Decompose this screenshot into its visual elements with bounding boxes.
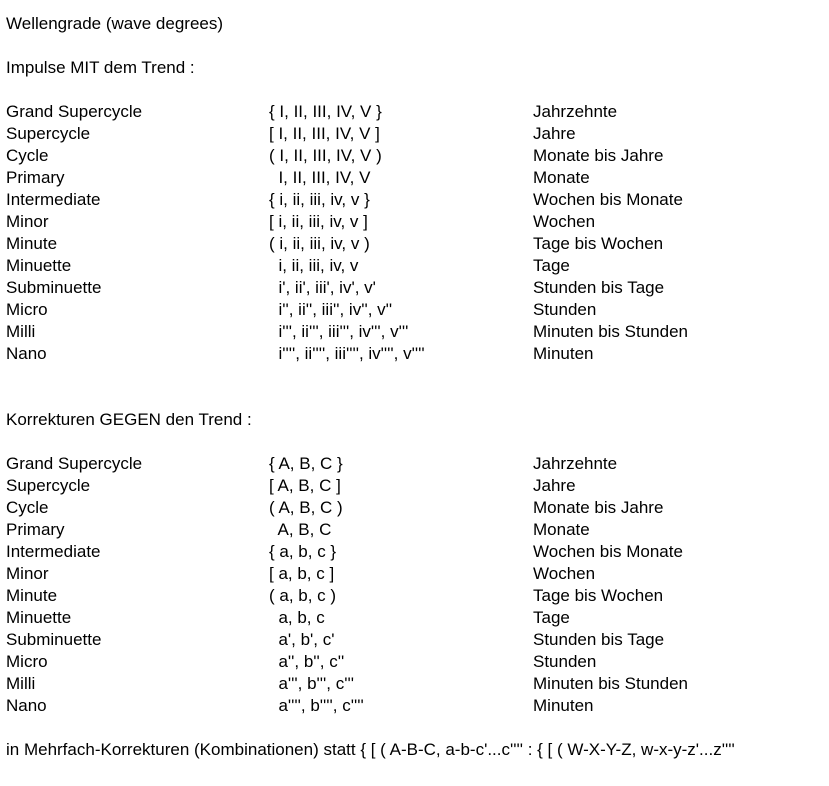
wave-duration: Minuten bis Stunden [533,322,688,341]
wave-notation: ( a, b, c ) [269,586,337,605]
wave-notation: i'''', ii'''', iii'''', iv'''', v'''' [269,344,425,363]
wave-duration: Monate [533,520,590,539]
wave-degree-name: Supercycle [6,124,91,143]
wave-notation: ( i, ii, iii, iv, v ) [269,234,370,253]
table-row [0,541,829,563]
wave-notation: { a, b, c } [269,542,337,561]
wave-degree-name: Milli [6,322,36,341]
wave-notation: ( I, II, III, IV, V ) [269,146,382,165]
wave-duration: Tage [533,256,570,275]
table-row [0,695,829,717]
wave-degree-name: Nano [6,696,47,715]
wave-degree-name: Minuette [6,608,72,627]
wave-degree-name: Minute [6,586,58,605]
wave-duration: Monate bis Jahre [533,498,664,517]
wave-duration: Jahre [533,476,576,495]
table-row [0,167,829,189]
wave-degree-name: Micro [6,652,48,671]
table-row [0,277,829,299]
wave-notation: [ A, B, C ] [269,476,341,495]
wave-degree-name: Micro [6,300,48,319]
wave-degree-name: Grand Supercycle [6,102,143,121]
table-row [0,519,829,541]
wave-duration: Stunden bis Tage [533,630,665,649]
wave-notation: i', ii', iii', iv', v' [269,278,376,297]
wave-notation: a'''', b'''', c'''' [269,696,364,715]
table-row [0,563,829,585]
table-row [0,607,829,629]
wave-degree-name: Milli [6,674,36,693]
wave-degree-name: Grand Supercycle [6,454,143,473]
wave-degree-name: Cycle [6,146,49,165]
wave-duration: Wochen bis Monate [533,190,683,209]
wave-degree-name: Primary [6,520,65,539]
wave-degree-name: Minute [6,234,58,253]
wave-duration: Minuten bis Stunden [533,674,688,693]
wave-notation: { I, II, III, IV, V } [269,102,382,121]
table-row [0,123,829,145]
wave-notation: a'', b'', c'' [269,652,345,671]
wave-notation: { A, B, C } [269,454,343,473]
table-row [0,475,829,497]
wave-duration: Jahre [533,124,576,143]
wave-duration: Wochen bis Monate [533,542,683,561]
table-row [0,255,829,277]
wave-degree-name: Minor [6,212,49,231]
table-row [0,629,829,651]
wave-degree-name: Supercycle [6,476,91,495]
wave-notation: { i, ii, iii, iv, v } [269,190,370,209]
wave-notation: a', b', c' [269,630,335,649]
table-row [0,497,829,519]
wave-notation: I, II, III, IV, V [269,168,371,187]
table-row [0,673,829,695]
page-title: Wellengrade (wave degrees) [6,14,224,33]
wave-degree-name: Minuette [6,256,72,275]
wave-degree-name: Subminuette [6,630,102,649]
table-row [0,233,829,255]
table-row [0,101,829,123]
wave-duration: Minuten [533,344,594,363]
wave-notation: i, ii, iii, iv, v [269,256,359,275]
wave-duration: Wochen [533,564,596,583]
wave-degree-name: Subminuette [6,278,102,297]
table-row [0,585,829,607]
wave-duration: Stunden [533,652,597,671]
wave-notation: i'', ii'', iii'', iv'', v'' [269,300,393,319]
wave-degree-name: Intermediate [6,542,101,561]
wave-duration: Tage [533,608,570,627]
wave-notation: [ a, b, c ] [269,564,335,583]
wave-degree-name: Intermediate [6,190,101,209]
wave-duration: Minuten [533,696,594,715]
wave-duration: Tage bis Wochen [533,234,664,253]
wave-notation: i''', ii''', iii''', iv''', v''' [269,322,409,341]
table-row [0,145,829,167]
wave-degree-name: Cycle [6,498,49,517]
wave-duration: Jahrzehnte [533,102,618,121]
wave-duration: Stunden [533,300,597,319]
wave-degree-name: Nano [6,344,47,363]
impulse-heading: Impulse MIT dem Trend : [6,58,195,77]
wave-duration: Wochen [533,212,596,231]
table-row [0,343,829,365]
wave-notation: a, b, c [269,608,325,627]
footer-note: in Mehrfach-Korrekturen (Kombinationen) statt { [ ( A-B-C, a-b-c'...c'''' : { [ ( W-X-Y-Z, w-x-y-z'...z'''' [6,740,735,759]
wave-duration: Monate bis Jahre [533,146,664,165]
wave-duration: Stunden bis Tage [533,278,665,297]
wave-degree-name: Minor [6,564,49,583]
table-row [0,651,829,673]
wave-notation: a''', b''', c''' [269,674,354,693]
correction-heading: Korrekturen GEGEN den Trend : [6,410,252,429]
wave-notation: A, B, C [269,520,332,539]
wave-degree-name: Primary [6,168,65,187]
table-row [0,299,829,321]
table-row [0,321,829,343]
wave-duration: Monate [533,168,590,187]
wave-notation: [ i, ii, iii, iv, v ] [269,212,368,231]
wave-duration: Jahrzehnte [533,454,618,473]
table-row [0,453,829,475]
wave-duration: Tage bis Wochen [533,586,664,605]
wave-notation: [ I, II, III, IV, V ] [269,124,380,143]
table-row [0,189,829,211]
table-row [0,211,829,233]
wave-notation: ( A, B, C ) [269,498,343,517]
